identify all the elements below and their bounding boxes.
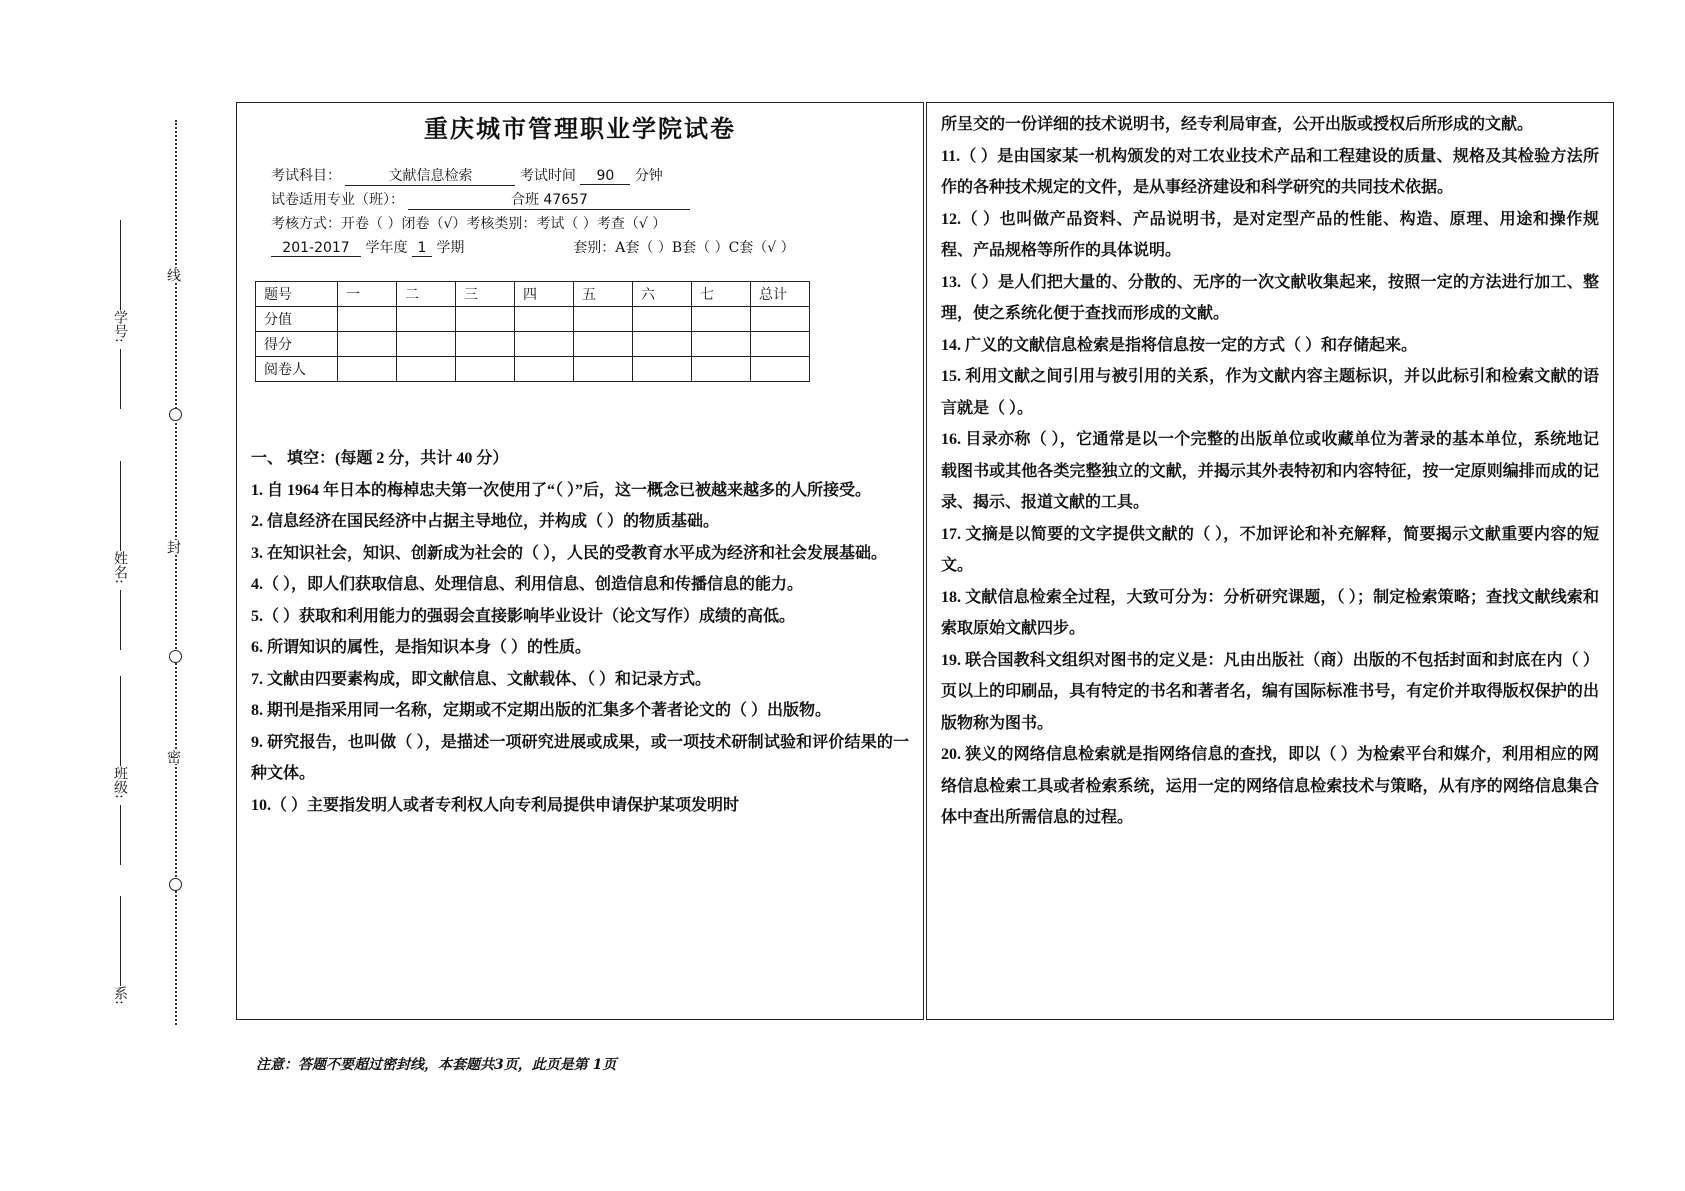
- class-field: [105, 670, 135, 870]
- score-cell[interactable]: [338, 332, 397, 357]
- time-unit: 分钟: [634, 168, 663, 184]
- subject-label: 考试科目：: [271, 168, 341, 184]
- year-value: 201-2017: [271, 240, 361, 257]
- question-13: 13.（ ）是人们把大量的、分散的、无序的一次文献收集起来，按照一定的方法进行加工、整理，使之系统化便于查找而形成的文献。: [941, 273, 1599, 322]
- score-cell[interactable]: [692, 307, 751, 332]
- question-6: 6. 所谓知识的属性，是指知识本身（ ）的性质。: [251, 639, 592, 656]
- score-cell[interactable]: [574, 332, 633, 357]
- score-cell[interactable]: [515, 307, 574, 332]
- questions-left: [251, 443, 909, 821]
- question-5: 5.（ ）获取和利用能力的强弱会直接影响毕业设计（论文写作）成绩的高低。: [251, 607, 796, 625]
- term-value: 1: [412, 240, 432, 257]
- score-cell[interactable]: [338, 307, 397, 332]
- binding-hole: [169, 878, 182, 891]
- question-9: 9. 研究报告，也叫做（ ），是描述一项研究进展或成果，或一项技术研制试验和评价结果的一种文体。: [251, 733, 909, 782]
- score-cell[interactable]: [397, 307, 456, 332]
- table-row-label: 分值: [256, 307, 338, 332]
- table-header-cell: 二: [397, 282, 456, 307]
- subject-line: [271, 165, 663, 186]
- table-header-cell: 六: [633, 282, 692, 307]
- table-row: [256, 357, 810, 382]
- score-cell[interactable]: [397, 357, 456, 382]
- table-row: [256, 307, 810, 332]
- set-label: 套别：A套（ ）B套（ ）C套（√ ）: [573, 240, 795, 256]
- exam-title: 重庆城市管理职业学院试卷: [424, 114, 736, 143]
- score-cell[interactable]: [692, 357, 751, 382]
- page-footer-note: 注意：答题不要超过密封线，本套题共3页，此页是第 1页: [256, 1057, 617, 1073]
- name-field: [105, 455, 135, 655]
- score-cell[interactable]: [751, 357, 810, 382]
- score-cell[interactable]: [692, 332, 751, 357]
- table-header-cell: 四: [515, 282, 574, 307]
- question-18: 18. 文献信息检索全过程，大致可分为：分析研究课题，（ ）；制定检索策略；查找文献线索和索取原始文献四步。: [941, 588, 1599, 637]
- year-label: 学年度: [365, 240, 408, 256]
- score-cell[interactable]: [338, 357, 397, 382]
- question-10: 10.（ ）主要指发明人或者专利权人向专利局提供申请保护某项发明时: [251, 796, 740, 814]
- score-cell[interactable]: [515, 357, 574, 382]
- question-20: 20. 狭义的网络信息检索就是指网络信息的查找，即以（ ）为检索平台和媒介，利用相应的网络信息检索工具或者检索系统，运用一定的网络信息检索技术与策略，从有序的网络信息集合体中查出所需信息的过程。: [941, 746, 1599, 826]
- question-16: 16. 目录亦称（ ），它通常是以一个完整的出版单位或收藏单位为著录的基本单位，系统地记载图书或其他各类完整独立的文献，并揭示其外表特初和内容特征，按一定原则编排而成的记录、揭示、报道文献的工具。: [941, 431, 1599, 511]
- term-label: 学期: [436, 240, 465, 256]
- binding-margin: [95, 110, 190, 1030]
- question-3: 3. 在知识社会，知识、创新成为社会的（ ），人民的受教育水平成为经济和社会发展基础。: [251, 544, 888, 562]
- question-19: 19. 联合国教科文组织对图书的定义是：凡由出版社（商）出版的不包括封面和封底在内（ ）页以上的印刷品，具有特定的书名和著者名，编有国际标准书号，有定价并取得版权保护的出版物称为图书。: [941, 651, 1599, 732]
- term-line: [271, 237, 795, 257]
- question-10-cont: 所呈交的一份详细的技术说明书，经专利局审查，公开出版或授权后所形成的文献。: [941, 116, 1534, 133]
- binding-hole: [169, 408, 182, 421]
- seal-word-secret: 密: [165, 750, 181, 764]
- exam-page-right: [926, 102, 1614, 1020]
- table-header-cell: 一: [338, 282, 397, 307]
- question-12: 12.（ ）也叫做产品资料、产品说明书，是对定型产品的性能、构造、原理、用途和操作规程、产品规格等所作的具体说明。: [941, 210, 1599, 259]
- subject-value: 文献信息检索: [345, 165, 515, 186]
- table-header-cell: 三: [456, 282, 515, 307]
- question-7: 7. 文献由四要素构成，即文献信息、文献载体、（ ）和记录方式。: [251, 670, 712, 688]
- question-1: 1. 自 1964 年日本的梅棹忠夫第一次使用了“（ ）”后，这一概念已被越来越多的人所接受。: [251, 481, 872, 499]
- table-row: [256, 282, 810, 307]
- score-cell[interactable]: [633, 357, 692, 382]
- score-cell[interactable]: [574, 307, 633, 332]
- table-header-cell: 七: [692, 282, 751, 307]
- name-label: 姓名:: [112, 551, 128, 584]
- score-cell[interactable]: [456, 332, 515, 357]
- score-cell[interactable]: [751, 307, 810, 332]
- question-14: 14. 广义的文献信息检索是指将信息按一定的方式（ ）和存储起来。: [941, 336, 1418, 354]
- exam-mode-line: 考核方式：开卷（ ）闭卷（√）考核类别：考试（ ）考查（√ ）: [271, 216, 667, 232]
- exam-page-left: [236, 102, 924, 1020]
- table-row: [256, 332, 810, 357]
- table-header-cell: 五: [574, 282, 633, 307]
- student-id-field: [105, 214, 135, 414]
- score-cell[interactable]: [515, 332, 574, 357]
- class-label: 班级:: [112, 766, 128, 799]
- table-row-label: 得分: [256, 332, 338, 357]
- questions-right: [941, 109, 1599, 834]
- major-line: [271, 189, 690, 210]
- question-4: 4.（ ），即人们获取信息、处理信息、利用信息、创造信息和传播信息的能力。: [251, 576, 804, 593]
- score-cell[interactable]: [751, 332, 810, 357]
- major-label: 试卷适用专业（班）：: [271, 192, 404, 208]
- section-heading: 一、 填空：(每题 2 分，共计 40 分）: [251, 450, 509, 467]
- question-8: 8. 期刊是指采用同一名称，定期或不定期出版的汇集多个著者论文的（ ）出版物。: [251, 702, 832, 719]
- table-row-label: 阅卷人: [256, 357, 338, 382]
- score-cell[interactable]: [397, 332, 456, 357]
- score-cell[interactable]: [456, 307, 515, 332]
- department-field: [105, 890, 135, 1020]
- question-2: 2. 信息经济在国民经济中占据主导地位，并构成（ ）的物质基础。: [251, 513, 720, 530]
- score-cell[interactable]: [456, 357, 515, 382]
- score-cell[interactable]: [633, 307, 692, 332]
- score-cell[interactable]: [574, 357, 633, 382]
- time-value: 90: [580, 168, 630, 185]
- table-header-cell: 总计: [751, 282, 810, 307]
- score-table: [255, 281, 810, 382]
- seal-word-line: 线: [165, 268, 181, 282]
- binding-hole: [169, 650, 182, 663]
- question-11: 11.（ ）是由国家某一机构颁发的对工农业技术产品和工程建设的质量、规格及其检验方法所作的各种技术规定的文件，是从事经济建设和科学研究的共同技术依据。: [941, 147, 1599, 196]
- seal-word-seal: 封: [165, 540, 181, 554]
- major-value: 合班 47657: [408, 189, 690, 210]
- question-15: 15. 利用文献之间引用与被引用的关系，作为文献内容主题标识，并以此标引和检索文献的语言就是（ ）。: [941, 368, 1599, 417]
- student-id-label: 学号:: [112, 310, 128, 343]
- question-17: 17. 文摘是以简要的文字提供文献的（ ），不加评论和补充解释，简要揭示文献重要内容的短文。: [941, 525, 1599, 574]
- table-header-cell: 题号: [256, 282, 338, 307]
- time-label: 考试时间: [519, 168, 576, 184]
- department-label: 系:: [112, 986, 128, 1005]
- score-cell[interactable]: [633, 332, 692, 357]
